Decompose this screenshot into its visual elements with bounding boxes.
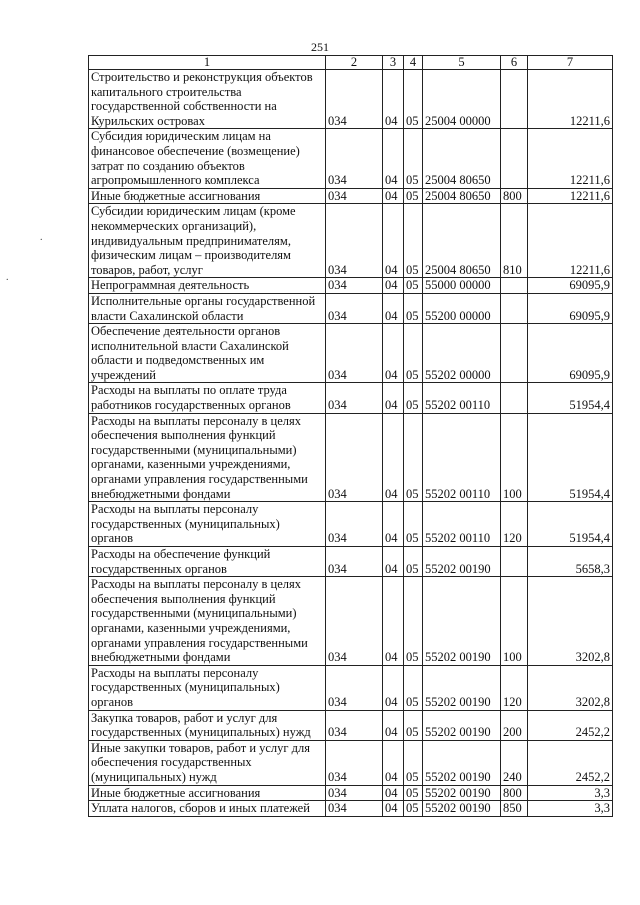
page-number: 251: [311, 40, 329, 54]
table-row: [89, 129, 613, 188]
row-name: Расходы на выплаты персоналу в целях обеспечения выполнения функций государственными (муниципальными) органами, казенными учреждениями, органами управления государственными внебюджетными фондами: [89, 413, 326, 502]
admin-code: 034: [326, 293, 383, 323]
admin-code: 034: [326, 577, 383, 666]
row-name: Расходы на обеспечение функций государственных органов: [89, 547, 326, 577]
column-header: 6: [501, 56, 528, 70]
target-article-code: 25004 80650: [423, 188, 501, 204]
budget-table: [88, 55, 613, 817]
amount: 12211,6: [528, 204, 613, 278]
subsection-code: 05: [404, 413, 423, 502]
expense-type-code: 100: [501, 577, 528, 666]
amount: 69095,9: [528, 293, 613, 323]
admin-code: 034: [326, 413, 383, 502]
row-name: Строительство и реконструкция объектов капитального строительства государственной собственности на Курильских островах: [89, 70, 326, 129]
section-code: 04: [383, 188, 404, 204]
subsection-code: 05: [404, 70, 423, 129]
target-article-code: 55202 00000: [423, 324, 501, 383]
expense-type-code: [501, 383, 528, 413]
table-row: [89, 70, 613, 129]
expense-type-code: 850: [501, 801, 528, 817]
expense-type-code: [501, 293, 528, 323]
section-code: 04: [383, 740, 404, 785]
admin-code: 034: [326, 801, 383, 817]
target-article-code: 55202 00190: [423, 785, 501, 801]
subsection-code: 05: [404, 129, 423, 188]
amount: 3202,8: [528, 665, 613, 710]
section-code: 04: [383, 577, 404, 666]
target-article-code: 55202 00110: [423, 413, 501, 502]
column-header: 4: [404, 56, 423, 70]
section-code: 04: [383, 547, 404, 577]
amount: 12211,6: [528, 188, 613, 204]
target-article-code: 25004 80650: [423, 204, 501, 278]
row-name: Субсидия юридическим лицам на финансовое обеспечение (возмещение) затрат по созданию объектов агропромышленного комплекса: [89, 129, 326, 188]
expense-type-code: 240: [501, 740, 528, 785]
admin-code: 034: [326, 502, 383, 547]
target-article-code: 55202 00190: [423, 577, 501, 666]
row-name: Иные бюджетные ассигнования: [89, 188, 326, 204]
subsection-code: 05: [404, 801, 423, 817]
column-number-row: [89, 56, 613, 70]
target-article-code: 55202 00190: [423, 547, 501, 577]
row-name: Расходы на выплаты персоналу в целях обеспечения выполнения функций государственными (муниципальными) органами, казенными учреждениями, органами управления государственными внебюджетными фондами: [89, 577, 326, 666]
table-row: [89, 740, 613, 785]
subsection-code: 05: [404, 502, 423, 547]
target-article-code: 55202 00190: [423, 801, 501, 817]
admin-code: 034: [326, 740, 383, 785]
table-row: [89, 278, 613, 294]
amount: 2452,2: [528, 740, 613, 785]
admin-code: 034: [326, 204, 383, 278]
admin-code: 034: [326, 710, 383, 740]
target-article-code: 55202 00110: [423, 383, 501, 413]
section-code: 04: [383, 204, 404, 278]
section-code: 04: [383, 70, 404, 129]
row-name: Иные бюджетные ассигнования: [89, 785, 326, 801]
section-code: 04: [383, 278, 404, 294]
expense-type-code: [501, 324, 528, 383]
table-row: [89, 293, 613, 323]
target-article-code: 55202 00190: [423, 710, 501, 740]
expense-type-code: 120: [501, 502, 528, 547]
subsection-code: 05: [404, 710, 423, 740]
amount: 12211,6: [528, 70, 613, 129]
subsection-code: 05: [404, 324, 423, 383]
subsection-code: 05: [404, 188, 423, 204]
table-row: [89, 801, 613, 817]
table-row: [89, 785, 613, 801]
table-row: [89, 324, 613, 383]
amount: 69095,9: [528, 324, 613, 383]
target-article-code: 55000 00000: [423, 278, 501, 294]
row-name: Закупка товаров, работ и услуг для государственных (муниципальных) нужд: [89, 710, 326, 740]
margin-mark: .: [40, 232, 43, 243]
section-code: 04: [383, 129, 404, 188]
target-article-code: 55200 00000: [423, 293, 501, 323]
amount: 69095,9: [528, 278, 613, 294]
row-name: Иные закупки товаров, работ и услуг для обеспечения государственных (муниципальных) нужд: [89, 740, 326, 785]
table-body: [89, 70, 613, 817]
row-name: Расходы на выплаты персоналу государственных (муниципальных) органов: [89, 502, 326, 547]
amount: 5658,3: [528, 547, 613, 577]
amount: 12211,6: [528, 129, 613, 188]
margin-mark: .: [6, 272, 9, 283]
row-name: Расходы на выплаты персоналу государственных (муниципальных) органов: [89, 665, 326, 710]
column-header: 2: [326, 56, 383, 70]
row-name: Субсидии юридическим лицам (кроме некоммерческих организаций), индивидуальным предпринимателям, физическим лицам – производителям товаров, работ, услуг: [89, 204, 326, 278]
row-name: Расходы на выплаты по оплате труда работников государственных органов: [89, 383, 326, 413]
table-row: [89, 413, 613, 502]
column-header: 7: [528, 56, 613, 70]
section-code: 04: [383, 785, 404, 801]
section-code: 04: [383, 665, 404, 710]
subsection-code: 05: [404, 278, 423, 294]
expense-type-code: 810: [501, 204, 528, 278]
expense-type-code: [501, 129, 528, 188]
amount: 2452,2: [528, 710, 613, 740]
admin-code: 034: [326, 383, 383, 413]
amount: 51954,4: [528, 413, 613, 502]
target-article-code: 55202 00190: [423, 740, 501, 785]
subsection-code: 05: [404, 547, 423, 577]
amount: 51954,4: [528, 502, 613, 547]
admin-code: 034: [326, 188, 383, 204]
column-header: 3: [383, 56, 404, 70]
subsection-code: 05: [404, 665, 423, 710]
table-row: [89, 577, 613, 666]
expense-type-code: 200: [501, 710, 528, 740]
table-row: [89, 710, 613, 740]
table-row: [89, 547, 613, 577]
amount: 3,3: [528, 785, 613, 801]
admin-code: 034: [326, 785, 383, 801]
section-code: 04: [383, 293, 404, 323]
section-code: 04: [383, 324, 404, 383]
expense-type-code: [501, 70, 528, 129]
subsection-code: 05: [404, 293, 423, 323]
column-header: 1: [89, 56, 326, 70]
amount: 51954,4: [528, 383, 613, 413]
target-article-code: 25004 00000: [423, 70, 501, 129]
section-code: 04: [383, 383, 404, 413]
admin-code: 034: [326, 70, 383, 129]
section-code: 04: [383, 801, 404, 817]
section-code: 04: [383, 413, 404, 502]
subsection-code: 05: [404, 577, 423, 666]
admin-code: 034: [326, 324, 383, 383]
table-row: [89, 188, 613, 204]
row-name: Исполнительные органы государственной власти Сахалинской области: [89, 293, 326, 323]
section-code: 04: [383, 502, 404, 547]
row-name: Уплата налогов, сборов и иных платежей: [89, 801, 326, 817]
expense-type-code: 100: [501, 413, 528, 502]
amount: 3202,8: [528, 577, 613, 666]
expense-type-code: 120: [501, 665, 528, 710]
subsection-code: 05: [404, 740, 423, 785]
admin-code: 034: [326, 129, 383, 188]
target-article-code: 25004 80650: [423, 129, 501, 188]
table-row: [89, 665, 613, 710]
expense-type-code: 800: [501, 188, 528, 204]
table-row: [89, 502, 613, 547]
amount: 3,3: [528, 801, 613, 817]
subsection-code: 05: [404, 204, 423, 278]
admin-code: 034: [326, 278, 383, 294]
target-article-code: 55202 00190: [423, 665, 501, 710]
expense-type-code: 800: [501, 785, 528, 801]
row-name: Непрограммная деятельность: [89, 278, 326, 294]
subsection-code: 05: [404, 785, 423, 801]
table-row: [89, 383, 613, 413]
expense-type-code: [501, 547, 528, 577]
admin-code: 034: [326, 547, 383, 577]
target-article-code: 55202 00110: [423, 502, 501, 547]
subsection-code: 05: [404, 383, 423, 413]
column-header: 5: [423, 56, 501, 70]
section-code: 04: [383, 710, 404, 740]
table-row: [89, 204, 613, 278]
admin-code: 034: [326, 665, 383, 710]
row-name: Обеспечение деятельности органов исполнительной власти Сахалинской области и подведомственных им учреждений: [89, 324, 326, 383]
expense-type-code: [501, 278, 528, 294]
